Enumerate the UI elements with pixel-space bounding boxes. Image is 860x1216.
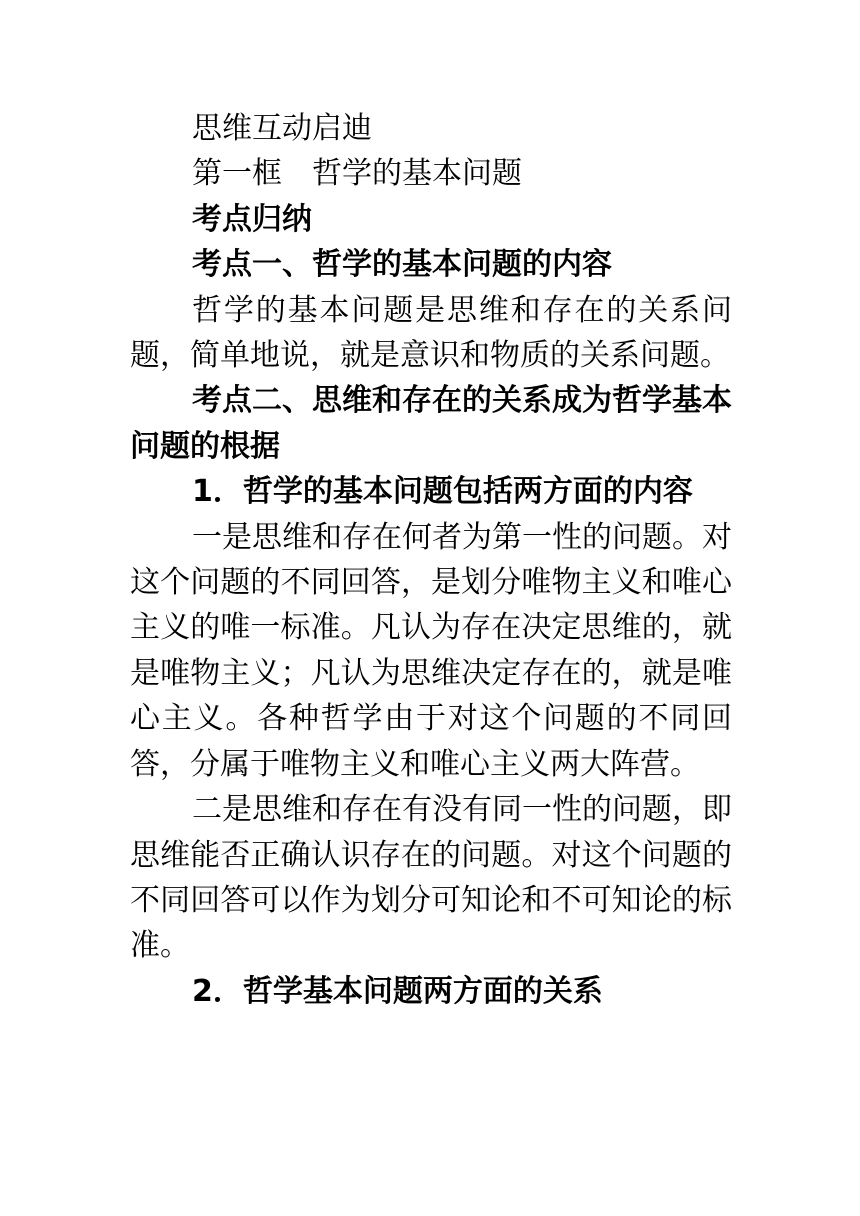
summary-heading: 考点归纳 xyxy=(192,201,312,237)
point1-body: 哲学的基本问题是思维和存在的关系问题，简单地说，就是意识和物质的关系问题。 xyxy=(130,292,732,374)
sub1-paragraph-1: 一是思维和存在何者为第一性的问题。对这个问题的不同回答，是划分唯物主义和唯心主义的唯一标准。凡认为存在决定思维的，就是唯物主义；凡认为思维决定存在的，就是唯心主义。各种哲学由于对这个问题的不同回答，分属于唯物主义和唯心主义两大阵营。 xyxy=(130,519,732,782)
document-page xyxy=(130,106,732,1014)
lesson-title: 第一框 哲学的基本问题 xyxy=(192,156,522,192)
sub1-paragraph-2: 二是思维和存在有没有同一性的问题，即思维能否正确认识存在的问题。对这个问题的不同回答可以作为划分可知论和不可知论的标准。 xyxy=(130,792,732,964)
point1-heading: 考点一、哲学的基本问题的内容 xyxy=(192,247,612,283)
sub1-heading: 1．哲学的基本问题包括两方面的内容 xyxy=(192,474,693,510)
point2-heading: 考点二、思维和存在的关系成为哲学基本问题的根据 xyxy=(130,383,732,464)
section-title: 思维互动启迪 xyxy=(192,111,372,146)
sub2-heading: 2．哲学基本问题两方面的关系 xyxy=(192,973,603,1009)
